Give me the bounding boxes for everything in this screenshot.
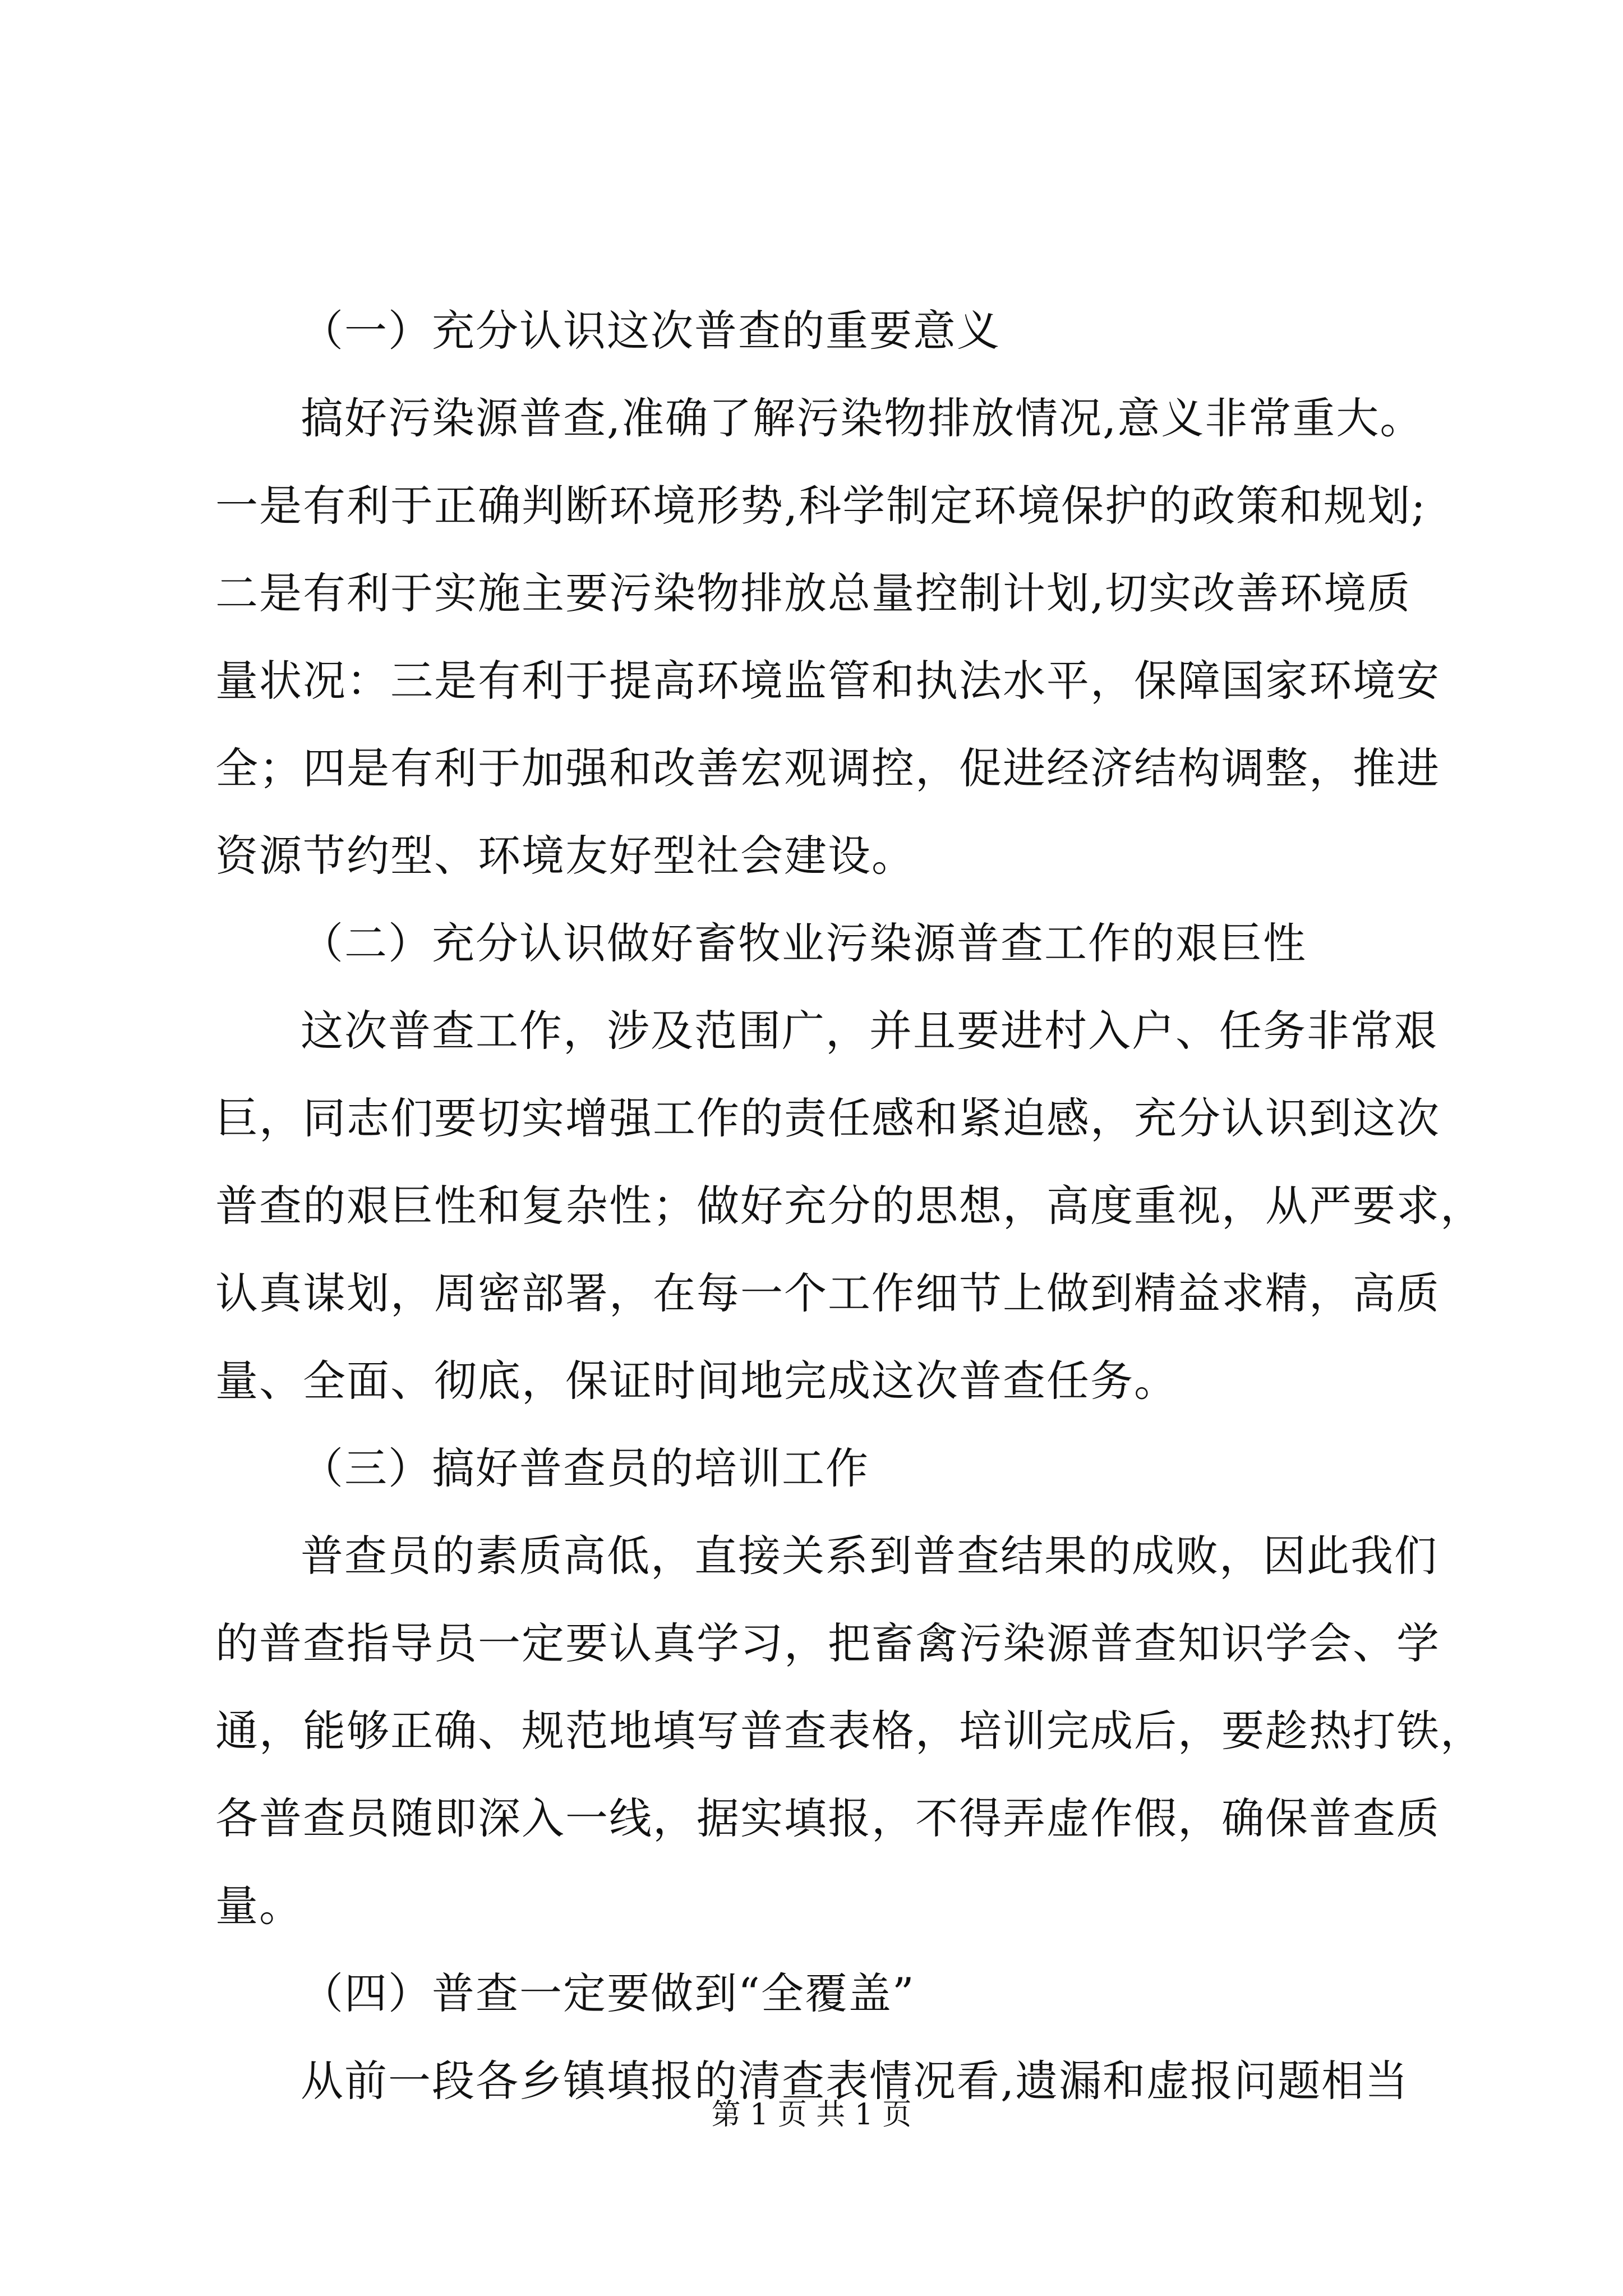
heading-section-2: （二）充分认识做好畜牧业污染源普查工作的艰巨性 [301,918,1307,968]
heading-section-4: （四）普查一定要做到“全覆盖” [301,1968,915,2018]
paragraph-line: 这次普查工作，涉及范围广，并且要进村入户、任务非常艰 [301,1006,1438,1056]
paragraph-line: 全；四是有利于加强和改善宏观调控，促进经济结构调整，推进 [215,743,1440,793]
paragraph-line: 量状况：三是有利于提高环境监管和执法水平，保障国家环境安 [215,656,1440,706]
paragraph-line: 量、全面、彻底，保证时间地完成这次普查任务。 [215,1356,1178,1406]
paragraph-line: 普查员的素质高低，直接关系到普查结果的成败，因此我们 [301,1531,1438,1581]
paragraph-line: 量。 [215,1881,303,1931]
paragraph-line: 搞好污染源普查,准确了解污染物排放情况,意义非常重大。 [301,393,1424,443]
heading-section-1: （一）充分认识这次普查的重要意义 [301,306,1000,356]
document-body [215,287,1484,2125]
heading-section-3: （三）搞好普查员的培训工作 [301,1443,869,1493]
paragraph-line: 各普查员随即深入一线，据实填报，不得弄虚作假，确保普查质 [215,1793,1440,1843]
paragraph-line: 一是有利于正确判断环境形势,科学制定环境保护的政策和规划; [215,481,1427,531]
paragraph-line: 从前一段各乡镇填报的清查表情况看,遗漏和虚报问题相当 [301,2056,1409,2106]
paragraph-line: 资源节约型、环境友好型社会建设。 [215,831,915,881]
paragraph-line: 普查的艰巨性和复杂性；做好充分的思想，高度重视，从严要求， [215,1181,1484,1231]
paragraph-line: 二是有利于实施主要污染物排放总量控制计划,切实改善环境质 [215,568,1412,618]
paragraph-line: 的普查指导员一定要认真学习，把畜禽污染源普查知识学会、学 [215,1618,1440,1668]
paragraph-line: 巨，同志们要切实增强工作的责任感和紧迫感，充分认识到这次 [215,1093,1440,1143]
page-number-footer: 第 1 页 共 1 页 [711,2098,912,2132]
paragraph-line: 通，能够正确、规范地填写普查表格，培训完成后，要趁热打铁， [215,1706,1484,1756]
paragraph-line: 认真谋划，周密部署，在每一个工作细节上做到精益求精，高质 [215,1268,1440,1318]
